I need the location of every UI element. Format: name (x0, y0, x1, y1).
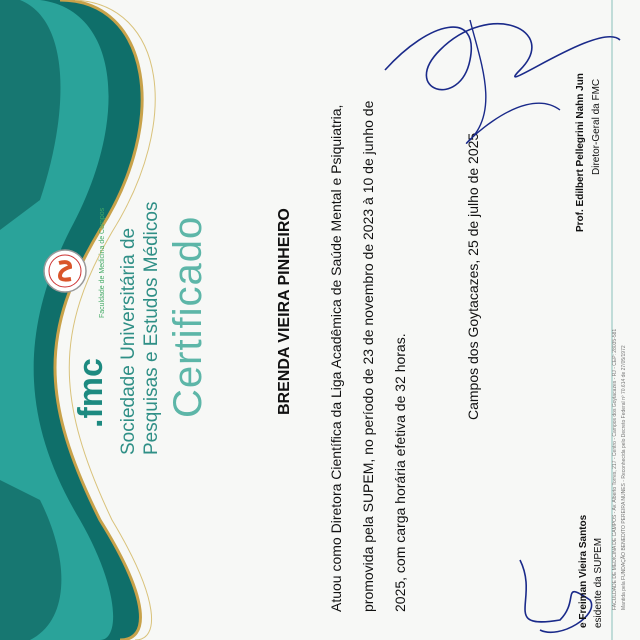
footer-address: FACULDADE DE MEDICINA DE CAMPOS - Av. Alberto Torres, 217 - Centro - Campos dos Goytacazes - RJ - CEP: 28035-581 (612, 328, 618, 610)
signature-right-role: Diretor-Geral da FMC (591, 78, 602, 175)
signature-left-role: esidente da SUPEM (593, 537, 604, 628)
place-date: Campos dos Goytacazes, 25 de julho de 2025 (465, 132, 481, 420)
supem-seal-icon (42, 248, 88, 294)
fmc-logo-subtitle: Faculdade de Medicina de Campos (99, 207, 106, 318)
org-name-line1: Sociedade Universitária de (118, 227, 139, 455)
certificate-title: Certificado (166, 215, 210, 418)
body-line1: Atuou como Diretora Científica da Liga Acadêmica de Saúde Mental e Psiquiatria, (328, 104, 344, 612)
body-line3: 2025, com carga horária efetiva de 32 horas. (392, 333, 408, 612)
signature-right-name: Prof. Edilbert Pellegrini Nahn Jun (575, 73, 586, 232)
body-line2: promovida pela SUPEM, no período de 23 de novembro de 2023 à 10 de junho de (360, 100, 376, 612)
org-name-line2: Pesquisas e Estudos Médicos (141, 201, 162, 455)
footer-maintainer: Mantida pela FUNDAÇÃO BENEDITO PEREIRA NUNES - Reconhecida pelo Decreto Federal nº 70.614 de 27/05/1972 (621, 345, 627, 610)
fmc-logo: .fmc (72, 358, 110, 428)
recipient-name: BRENDA VIEIRA PINHEIRO (276, 208, 293, 415)
signature-left-name: e Freiman Vieira Santos (578, 514, 589, 628)
